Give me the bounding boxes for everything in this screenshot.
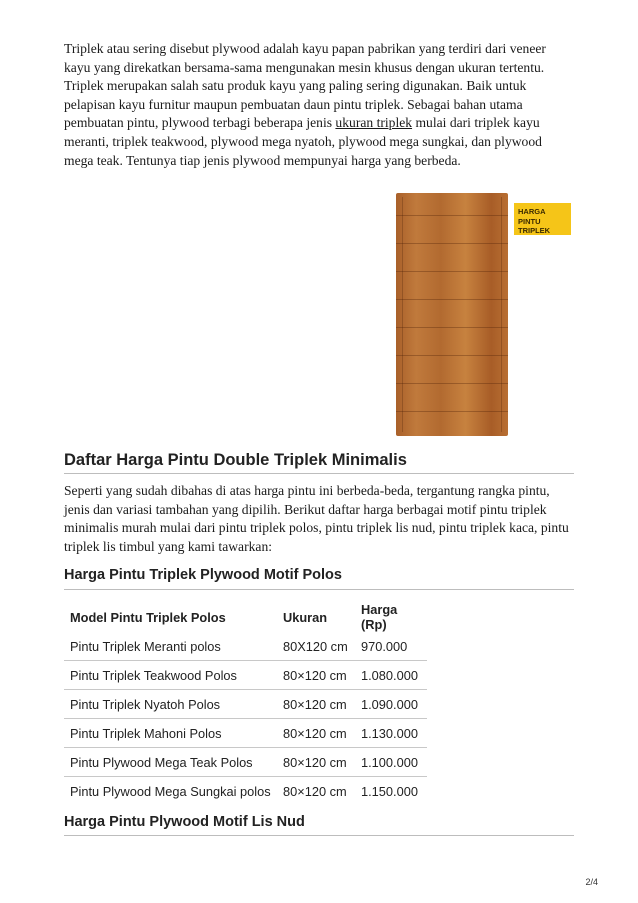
intro-text-before: Triplek atau sering disebut plywood adalah kayu papan pabrikan yang terdiri dari veneer kayu yang direkatkan bersama-sama mengunakan mesin khusus dengan ukuran tertentu. Triplek merupakan salah satu produk kayu yang paling sering digunakan. Baik untuk pelapisan kayu furnitur maupun pembuatan daun pintu triplek. Sebagai bahan utama pembuatan pintu, plywood terbagi beberapa jenis [64, 41, 546, 131]
cell-model: Pintu Plywood Mega Sungkai polos [64, 777, 277, 806]
harga-pintu-badge [514, 203, 571, 235]
door-edge-left [402, 197, 403, 432]
intro-paragraph [64, 40, 574, 170]
section-title-daftar-harga: Daftar Harga Pintu Double Triplek Minimalis [64, 451, 407, 469]
cell-harga: 1.090.000 [355, 690, 427, 719]
table-row [64, 661, 427, 690]
cell-ukuran: 80×120 cm [277, 777, 355, 806]
cell-model: Pintu Plywood Mega Teak Polos [64, 748, 277, 777]
cell-ukuran: 80×120 cm [277, 661, 355, 690]
door-groove [396, 271, 508, 272]
door-groove [396, 411, 508, 412]
cell-model: Pintu Triplek Teakwood Polos [64, 661, 277, 690]
door-groove [396, 299, 508, 300]
column-header-harga: Harga (Rp) [361, 602, 398, 632]
section-divider [64, 589, 574, 590]
badge-line-1: HARGA PINTU [518, 207, 546, 226]
cell-ukuran: 80×120 cm [277, 748, 355, 777]
door-groove [396, 383, 508, 384]
cell-harga: 1.130.000 [355, 719, 427, 748]
column-header-ukuran: Ukuran [283, 609, 328, 625]
door-image [396, 193, 576, 436]
section-title-motif-polos: Harga Pintu Triplek Plywood Motif Polos [64, 567, 342, 583]
section-title-motif-lis-nud: Harga Pintu Plywood Motif Lis Nud [64, 814, 305, 830]
table-row [64, 632, 427, 661]
table-row [64, 690, 427, 719]
daftar-harga-section [64, 482, 574, 556]
cell-model: Pintu Triplek Mahoni Polos [64, 719, 277, 748]
page-number: 2/4 [585, 877, 598, 887]
table-row [64, 777, 427, 806]
cell-harga: 1.150.000 [355, 777, 427, 806]
door-edge-right [501, 197, 502, 432]
section-divider [64, 473, 574, 474]
section-divider [64, 835, 574, 836]
door-groove [396, 327, 508, 328]
ukuran-triplek-link[interactable]: ukuran triplek [335, 115, 413, 131]
badge-line-2: TRIPLEK [518, 226, 551, 235]
price-table-polos [64, 602, 427, 805]
cell-harga: 1.100.000 [355, 748, 427, 777]
cell-ukuran: 80X120 cm [283, 638, 348, 654]
cell-model: Pintu Triplek Meranti polos [70, 638, 221, 654]
intro-text-after: mulai dari triplek kayu meranti, triplek teakwood, plywood mega nyatoh, plywood mega sungkai, dan plywood mega teak. Tentunya tiap jenis plywood mempunyai harga yang berbeda. [64, 115, 542, 168]
column-header-model: Model Pintu Triplek Polos [70, 609, 226, 625]
door-groove [396, 243, 508, 244]
door-groove [396, 355, 508, 356]
cell-harga: 1.080.000 [355, 661, 427, 690]
table-header-row [64, 602, 427, 632]
intro-section [64, 40, 574, 170]
daftar-harga-paragraph: Seperti yang sudah dibahas di atas harga pintu ini berbeda-beda, tergantung rangka pintu, jenis dan variasi tambahan yang dipilih. Berikut daftar harga berbagai motif pintu triplek minimalis murah mulai dari pintu triplek polos, pintu triplek lis nud, pintu triplek kaca, pintu triplek lis timbul yang kami tawarkan: [64, 483, 569, 554]
cell-harga: 970.000 [361, 638, 408, 654]
door-groove [396, 215, 508, 216]
cell-ukuran: 80×120 cm [277, 719, 355, 748]
cell-ukuran: 80×120 cm [277, 690, 355, 719]
door-panel [396, 193, 508, 436]
cell-model: Pintu Triplek Nyatoh Polos [64, 690, 277, 719]
table-row [64, 719, 427, 748]
table-row [64, 748, 427, 777]
